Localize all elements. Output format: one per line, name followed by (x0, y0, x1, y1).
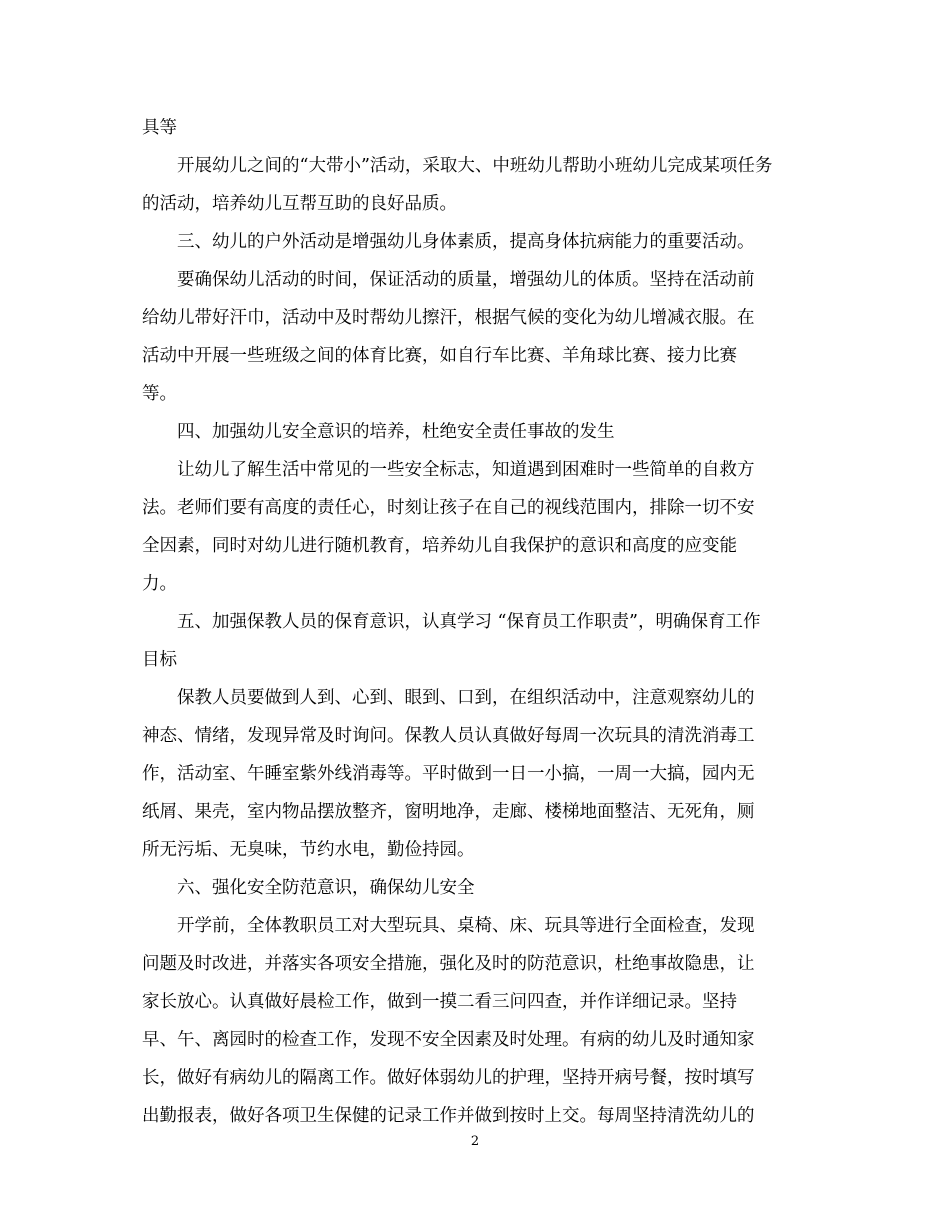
section-heading: 三、幼儿的户外活动是增强幼儿身体素质，提高身体抗病能力的重要活动。 (177, 232, 755, 252)
text-line: 所无污垢、无臭味，节约水电，勤俭持园。 (142, 840, 475, 860)
page-number: 2 (470, 1134, 480, 1149)
text-line: 作，活动室、午睡室紫外线消毒等。平时做到一日一小搞，一周一大搞，园内无 (142, 764, 755, 784)
text-line: 开展幼儿之间的“大带小”活动，采取大、中班幼儿帮助小班幼儿完成某项任务 (177, 156, 773, 176)
text-line: 让幼儿了解生活中常见的一些安全标志，知道遇到困难时一些简单的自救方 (177, 460, 755, 480)
text-line: 家长放心。认真做好晨检工作，做到一摸二看三问四查，并作详细记录。坚持 (142, 992, 737, 1012)
text-line: 早、午、离园时的检查工作，发现不安全因素及时处理。有病的幼儿及时通知家 (142, 1030, 755, 1050)
text-line: 保教人员要做到人到、心到、眼到、口到，在组织活动中，注意观察幼儿的 (177, 688, 755, 708)
text-line: 给幼儿带好汗巾，活动中及时帮幼儿擦汗，根据气候的变化为幼儿增减衣服。在 (142, 308, 755, 328)
text-line: 具等 (142, 118, 177, 138)
text-line: 法。老师们要有高度的责任心，时刻让孩子在自己的视线范围内，排除一切不安 (142, 498, 755, 518)
text-line: 的活动，培养幼儿互帮互助的良好品质。 (142, 194, 457, 214)
text-line: 活动中开展一些班级之间的体育比赛，如自行车比赛、羊角球比赛、接力比赛 (142, 346, 737, 366)
text-line: 力。 (142, 574, 177, 594)
text-line: 问题及时改进，并落实各项安全措施，强化及时的防范意识，杜绝事故隐患，让 (142, 954, 755, 974)
text-line: 等。 (142, 384, 177, 404)
text-line: 开学前，全体教职员工对大型玩具、桌椅、床、玩具等进行全面检查，发现 (177, 916, 755, 936)
text-line: 纸屑、果壳，室内物品摆放整齐，窗明地净，走廊、楼梯地面整洁、无死角，厕 (142, 802, 755, 822)
section-heading: 四、加强幼儿安全意识的培养，杜绝安全责任事故的发生 (177, 422, 615, 442)
section-heading: 六、强化安全防范意识，确保幼儿安全 (177, 878, 475, 898)
text-line: 神态、情绪，发现异常及时询问。保教人员认真做好每周一次玩具的清洗消毒工 (142, 726, 755, 746)
section-heading-continued: 目标 (142, 650, 177, 670)
text-line: 要确保幼儿活动的时间，保证活动的质量，增强幼儿的体质。坚持在活动前 (177, 270, 755, 290)
section-heading: 五、加强保教人员的保育意识，认真学习 “保育员工作职责”，明确保育工作 (177, 612, 761, 632)
text-line: 出勤报表，做好各项卫生保健的记录工作并做到按时上交。每周坚持清洗幼儿的 (142, 1106, 755, 1126)
text-line: 全因素，同时对幼儿进行随机教育，培养幼儿自我保护的意识和高度的应变能 (142, 536, 737, 556)
text-line: 长，做好有病幼儿的隔离工作。做好体弱幼儿的护理，坚持开病号餐，按时填写 (142, 1068, 755, 1088)
